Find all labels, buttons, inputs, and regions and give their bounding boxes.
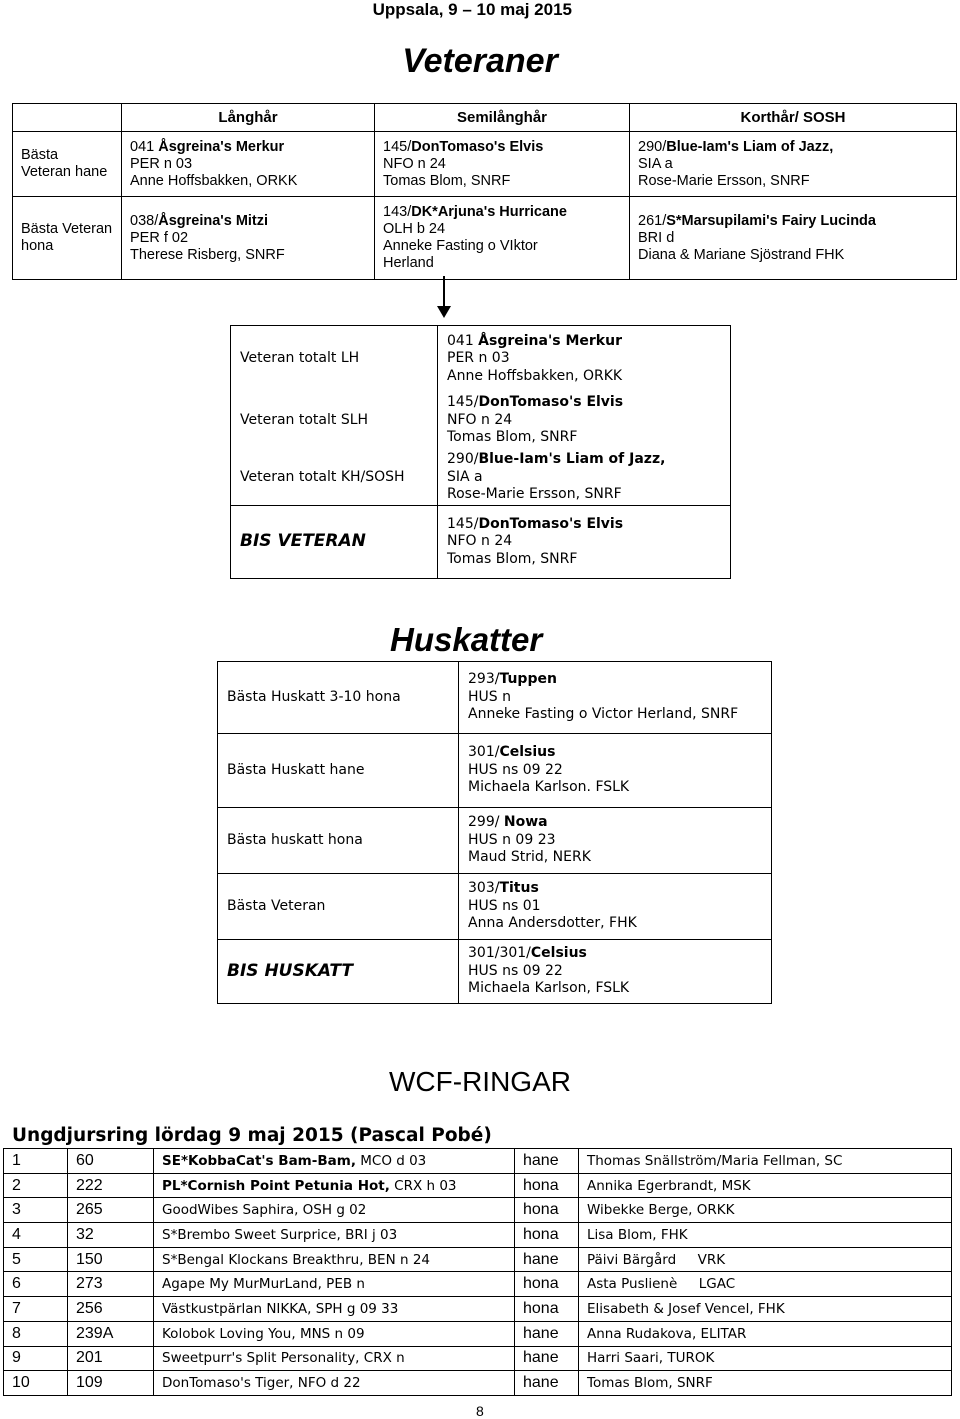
- entry-name: Celsius: [499, 744, 556, 761]
- entry-detail: PER f 02: [130, 229, 189, 246]
- ring-sex: hane: [515, 1149, 579, 1174]
- ring-place: 1: [4, 1149, 68, 1174]
- entry-detail: HUS n: [468, 688, 511, 705]
- huskatt-entry: [459, 808, 772, 874]
- ring-cat-name: [154, 1346, 515, 1371]
- ring-row: [4, 1371, 952, 1396]
- ring-cat-name: [154, 1247, 515, 1272]
- huskatt-label: Bästa Huskatt hane: [218, 734, 459, 808]
- entry-detail: Michaela Karlson. FSLK: [468, 779, 630, 796]
- huskatter-table: [217, 661, 772, 1004]
- entry-detail: HUS ns 01: [468, 897, 541, 914]
- col-semilanghar: Semilånghår: [375, 104, 630, 132]
- ring-row: [4, 1198, 952, 1223]
- ring-catalog-number: 222: [68, 1173, 154, 1198]
- entry-name: Tuppen: [499, 671, 557, 688]
- wcf-title: WCF-RINGAR: [389, 1066, 571, 1097]
- entry-detail: Maud Strid, NERK: [468, 849, 591, 866]
- entry-name: Blue-Iam's Liam of Jazz,: [666, 138, 834, 155]
- entry-detail: HUS ns 09 22: [468, 962, 563, 979]
- ring-place: 4: [4, 1223, 68, 1248]
- entry-detail: Anneke Fasting o Victor Herland, SNRF: [468, 706, 739, 723]
- cat-name: DonTomaso's Tiger, NFO d 22: [162, 1375, 361, 1392]
- entry-name: Åsgreina's Merkur: [158, 138, 285, 155]
- cat-name: Sweetpurr's Split Personality, CRX n: [162, 1350, 405, 1367]
- entry-number: 299/: [468, 814, 504, 831]
- header-date: Uppsala, 9 – 10 maj 2015: [372, 0, 572, 19]
- veteran-entry-cell: [375, 132, 630, 197]
- entry-name: Celsius: [530, 945, 587, 962]
- veteran-total-label: Veteran totalt LH: [231, 326, 438, 392]
- huskatt-label: Bästa Huskatt 3-10 hona: [218, 662, 459, 734]
- entry-number: 290/: [638, 138, 667, 155]
- entry-number: 301/: [468, 744, 500, 761]
- ring-cat-name: [154, 1149, 515, 1174]
- ring-catalog-number: 60: [68, 1149, 154, 1174]
- ring-cat-name: [154, 1272, 515, 1297]
- ring-row: [4, 1223, 952, 1248]
- veteran-row-label: [13, 132, 122, 197]
- veteran-entry-cell: [630, 197, 957, 280]
- huskatt-entry: [459, 662, 772, 734]
- ring-catalog-number: 150: [68, 1247, 154, 1272]
- ring-row: [4, 1297, 952, 1322]
- entry-name: Åsgreina's Mitzi: [158, 212, 269, 229]
- cat-name: Kolobok Loving You, MNS n 09: [162, 1325, 365, 1342]
- entry-number: 303/: [468, 880, 500, 897]
- ring-sex: hona: [515, 1223, 579, 1248]
- ring-row: [4, 1173, 952, 1198]
- entry-name: Titus: [499, 880, 539, 897]
- entry-number: 301/301/: [468, 945, 531, 962]
- ring-owner: Thomas Snällström/Maria Fellman, SC: [579, 1149, 952, 1174]
- ring-sex: hane: [515, 1346, 579, 1371]
- entry-name: Blue-Iam's Liam of Jazz,: [478, 451, 666, 467]
- entry-detail: Tomas Blom, SNRF: [383, 172, 511, 189]
- ring-sex: hona: [515, 1173, 579, 1198]
- ring-place: 6: [4, 1272, 68, 1297]
- ring-place: 5: [4, 1247, 68, 1272]
- entry-number: 290/: [447, 451, 479, 467]
- col-langhar: Långhår: [122, 104, 375, 132]
- ring-catalog-number: 239A: [68, 1321, 154, 1346]
- entry-detail: NFO n 24: [447, 533, 513, 550]
- row-label-line: Bästa Veteran: [21, 221, 113, 237]
- entry-detail: NFO n 24: [383, 155, 446, 172]
- veteran-total-label: Veteran totalt KH/SOSH: [231, 450, 438, 506]
- ring-catalog-number: 256: [68, 1297, 154, 1322]
- ring-row: [4, 1346, 952, 1371]
- ring-cat-name: [154, 1371, 515, 1396]
- entry-number: 293/: [468, 671, 500, 688]
- ring-title: Ungdjursring lördag 9 maj 2015 (Pascal Pobé): [12, 1125, 492, 1146]
- ring-owner: Annika Egerbrandt, MSK: [579, 1173, 952, 1198]
- ring-sex: hona: [515, 1198, 579, 1223]
- veteran-grid-table: [12, 103, 957, 280]
- cat-breed-info: CRX h 03: [389, 1177, 457, 1194]
- huskatt-row: [218, 734, 772, 808]
- entry-detail: SIA a: [638, 155, 673, 172]
- veteran-total-entry: [438, 506, 731, 579]
- huskatt-row: [218, 874, 772, 940]
- veteran-total-row: [231, 326, 731, 392]
- veteran-total-label: Veteran totalt SLH: [231, 392, 438, 450]
- ring-cat-name: [154, 1321, 515, 1346]
- ring-row: [4, 1247, 952, 1272]
- entry-name: DonTomaso's Elvis: [478, 394, 624, 411]
- entry-detail: Diana & Mariane Sjöstrand FHK: [638, 246, 845, 263]
- huskatt-label: BIS HUSKATT: [218, 940, 459, 1004]
- entry-detail: Anne Hoffsbakken, ORKK: [447, 367, 623, 384]
- cat-name: S*Brembo Sweet Surprice, BRI j 03: [162, 1226, 398, 1243]
- cat-name: PL*Cornish Point Petunia Hot,: [162, 1177, 390, 1194]
- huskatt-row: [218, 662, 772, 734]
- entry-number: 145/: [447, 394, 479, 411]
- entry-name: DonTomaso's Elvis: [478, 515, 624, 532]
- entry-number: 145/: [447, 515, 479, 532]
- veteran-total-entry: [438, 392, 731, 450]
- huskatt-label: Bästa huskatt hona: [218, 808, 459, 874]
- entry-name: DK*Arjuna's Hurricane: [411, 204, 567, 220]
- entry-detail: Anneke Fasting o VIktor: [383, 238, 538, 254]
- page-number: 8: [476, 1403, 484, 1419]
- entry-detail: OLH b 24: [383, 221, 446, 237]
- ring-row: [4, 1272, 952, 1297]
- row-label-line: Bästa: [21, 147, 59, 163]
- ring-owner: Tomas Blom, SNRF: [579, 1371, 952, 1396]
- huskatt-label: Bästa Veteran: [218, 874, 459, 940]
- cat-name: S*Bengal Klockans Breakthru, BEN n 24: [162, 1251, 431, 1268]
- huskatter-title: Huskatter: [390, 621, 543, 658]
- arrow-down-icon: [437, 306, 451, 318]
- entry-detail: PER n 03: [447, 350, 510, 366]
- entry-detail: Rose-Marie Ersson, SNRF: [638, 172, 810, 189]
- ring-catalog-number: 201: [68, 1346, 154, 1371]
- ring-catalog-number: 273: [68, 1272, 154, 1297]
- veteran-total-row: [231, 392, 731, 450]
- entry-number: 143/: [383, 204, 412, 220]
- ring-place: 10: [4, 1371, 68, 1396]
- cat-name: Agape My MurMurLand, PEB n: [162, 1276, 365, 1293]
- entry-name: Åsgreina's Merkur: [478, 332, 622, 349]
- ring-owner: Lisa Blom, FHK: [579, 1223, 952, 1248]
- ring-sex: hona: [515, 1297, 579, 1322]
- ring-owner: Elisabeth & Josef Vencel, FHK: [579, 1297, 952, 1322]
- entry-number: 145/: [383, 138, 412, 155]
- huskatt-entry: [459, 940, 772, 1004]
- entry-detail: Herland: [383, 255, 434, 271]
- entry-detail: SIA a: [447, 468, 483, 485]
- entry-number: 041: [447, 332, 479, 349]
- ring-sex: hane: [515, 1371, 579, 1396]
- cat-breed-info: MCO d 03: [355, 1152, 427, 1169]
- ring-sex: hane: [515, 1321, 579, 1346]
- huskatt-row: [218, 808, 772, 874]
- entry-detail: Rose-Marie Ersson, SNRF: [447, 486, 622, 502]
- entry-name: Nowa: [503, 814, 548, 831]
- cat-name: GoodWibes Saphira, OSH g 02: [162, 1202, 367, 1219]
- entry-detail: Tomas Blom, SNRF: [447, 429, 578, 446]
- entry-detail: PER n 03: [130, 155, 193, 172]
- veteran-total-row: [231, 450, 731, 506]
- entry-detail: Therese Risberg, SNRF: [130, 246, 285, 263]
- huskatt-entry: [459, 734, 772, 808]
- ring-row: [4, 1321, 952, 1346]
- ring-results-table: [3, 1148, 952, 1396]
- ring-place: 8: [4, 1321, 68, 1346]
- veteran-entry-cell: [375, 197, 630, 280]
- ring-catalog-number: 109: [68, 1371, 154, 1396]
- veteran-total-label: BIS VETERAN: [231, 506, 438, 579]
- ring-owner: Harri Saari, TUROK: [579, 1346, 952, 1371]
- entry-detail: Michaela Karlson, FSLK: [468, 980, 630, 997]
- entry-name: DonTomaso's Elvis: [411, 138, 544, 155]
- ring-catalog-number: 32: [68, 1223, 154, 1248]
- entry-detail: HUS ns 09 22: [468, 761, 563, 778]
- entry-detail: NFO n 24: [447, 411, 513, 428]
- entry-detail: Anna Andersdotter, FHK: [468, 915, 637, 932]
- ring-owner: Päivi Bärgård VRK: [579, 1247, 952, 1272]
- ring-sex: hona: [515, 1272, 579, 1297]
- entry-detail: Tomas Blom, SNRF: [447, 550, 578, 567]
- ring-cat-name: [154, 1198, 515, 1223]
- ring-catalog-number: 265: [68, 1198, 154, 1223]
- ring-place: 2: [4, 1173, 68, 1198]
- row-label-line: Veteran hane: [21, 164, 108, 180]
- ring-row: [4, 1149, 952, 1174]
- entry-number: 038/: [130, 212, 159, 229]
- entry-name: S*Marsupilami's Fairy Lucinda: [666, 212, 876, 229]
- ring-owner: Wibekke Berge, ORKK: [579, 1198, 952, 1223]
- cat-name: Västkustpärlan NIKKA, SPH g 09 33: [162, 1300, 399, 1317]
- entry-detail: BRI d: [638, 229, 675, 246]
- veteran-total-entry: [438, 326, 731, 392]
- veteran-row-label: [13, 197, 122, 280]
- row-label-line: hona: [21, 238, 54, 254]
- ring-place: 9: [4, 1346, 68, 1371]
- veteran-totals-table: [230, 325, 731, 579]
- veteran-entry-cell: [630, 132, 957, 197]
- entry-number: 041: [130, 138, 159, 155]
- col-korthar: Korthår/ SOSH: [630, 104, 957, 132]
- ring-cat-name: [154, 1223, 515, 1248]
- veteran-entry-cell: [122, 197, 375, 280]
- entry-detail: Anne Hoffsbakken, ORKK: [130, 172, 298, 189]
- ring-sex: hane: [515, 1247, 579, 1272]
- veteran-entry-cell: [122, 132, 375, 197]
- veteran-row: [13, 132, 957, 197]
- huskatt-entry: [459, 874, 772, 940]
- ring-place: 7: [4, 1297, 68, 1322]
- veteran-row: [13, 197, 957, 280]
- arrow-line: [443, 276, 445, 310]
- ring-owner: Asta Puslienè LGAC: [579, 1272, 952, 1297]
- ring-place: 3: [4, 1198, 68, 1223]
- huskatt-row: [218, 940, 772, 1004]
- entry-detail: HUS n 09 23: [468, 831, 556, 848]
- ring-owner: Anna Rudakova, ELITAR: [579, 1321, 952, 1346]
- veteraner-title: Veteraner: [402, 42, 558, 80]
- cat-name: SE*KobbaCat's Bam-Bam,: [162, 1152, 356, 1169]
- veteran-total-row: [231, 506, 731, 579]
- veteran-total-entry: [438, 450, 731, 506]
- ring-cat-name: [154, 1173, 515, 1198]
- corner-cell: [13, 104, 122, 132]
- entry-number: 261/: [638, 212, 667, 229]
- ring-cat-name: [154, 1297, 515, 1322]
